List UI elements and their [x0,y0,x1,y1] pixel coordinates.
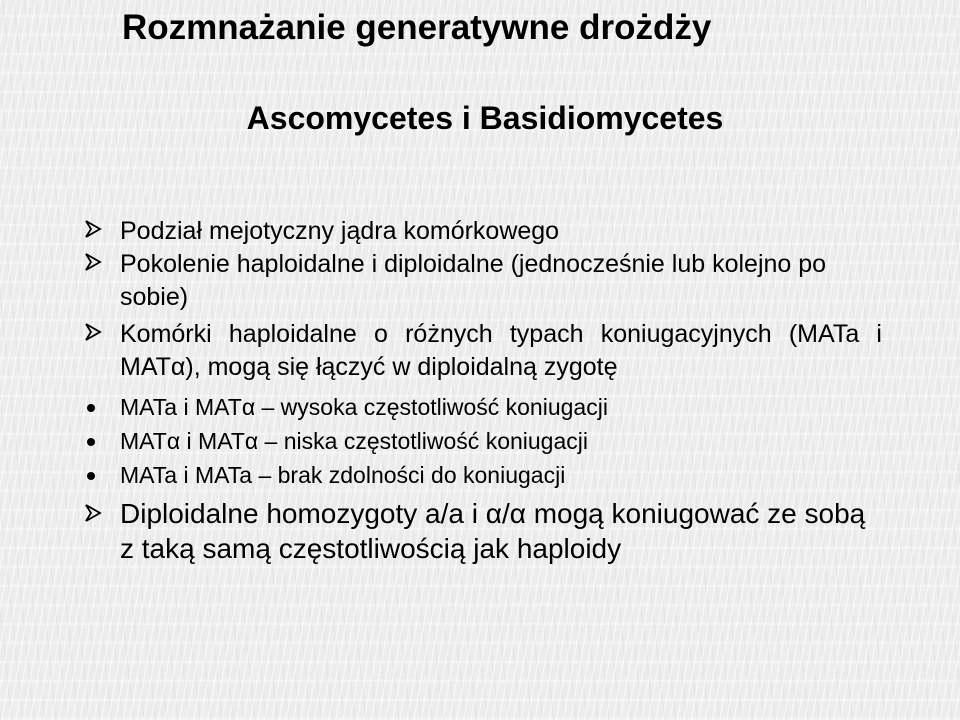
dot-bullet-icon [87,404,95,412]
slide-subtitle: Ascomycetes i Basidiomycetes [246,100,724,136]
bullet-text: MATα i MATα – niska częstotliwość koniugacji [120,428,588,454]
arrow-bullet-icon [82,251,104,273]
bullet-item [82,248,882,314]
dot-bullet-icon [87,438,95,446]
bullet-item [82,426,882,456]
bullet-item [82,392,882,422]
bullet-item [82,496,882,566]
bullet-text: Podział mejotyczny jądra komórkowego [120,217,560,245]
slide-title: Rozmnażanie generatywne drożdży [122,8,712,47]
bullet-item [82,318,882,384]
bullet-item [82,460,882,490]
bullet-text: MATa i MATa – brak zdolności do koniugacji [120,462,566,488]
bullet-item [82,215,882,247]
bullet-text: Pokolenie haploidalne i diploidalne (jednocześnie lub kolejno po sobie) [120,250,827,311]
bullet-text: Diploidalne homozygoty a/a i α/α mogą koniugować ze sobą z taką samą częstotliwością jak haploidy [120,498,866,564]
dot-bullet-icon [87,472,95,480]
bullet-text: MATa i MATα – wysoka częstotliwość koniugacji [120,394,608,420]
bullet-text: Komórki haploidalne o różnych typach koniugacyjnych (MATa i MATα), mogą się łączyć w diploidalną zygotę [120,320,882,381]
arrow-bullet-icon [82,218,104,240]
arrow-bullet-icon [82,502,104,524]
arrow-bullet-icon [82,321,104,343]
bullet-list [82,215,882,566]
